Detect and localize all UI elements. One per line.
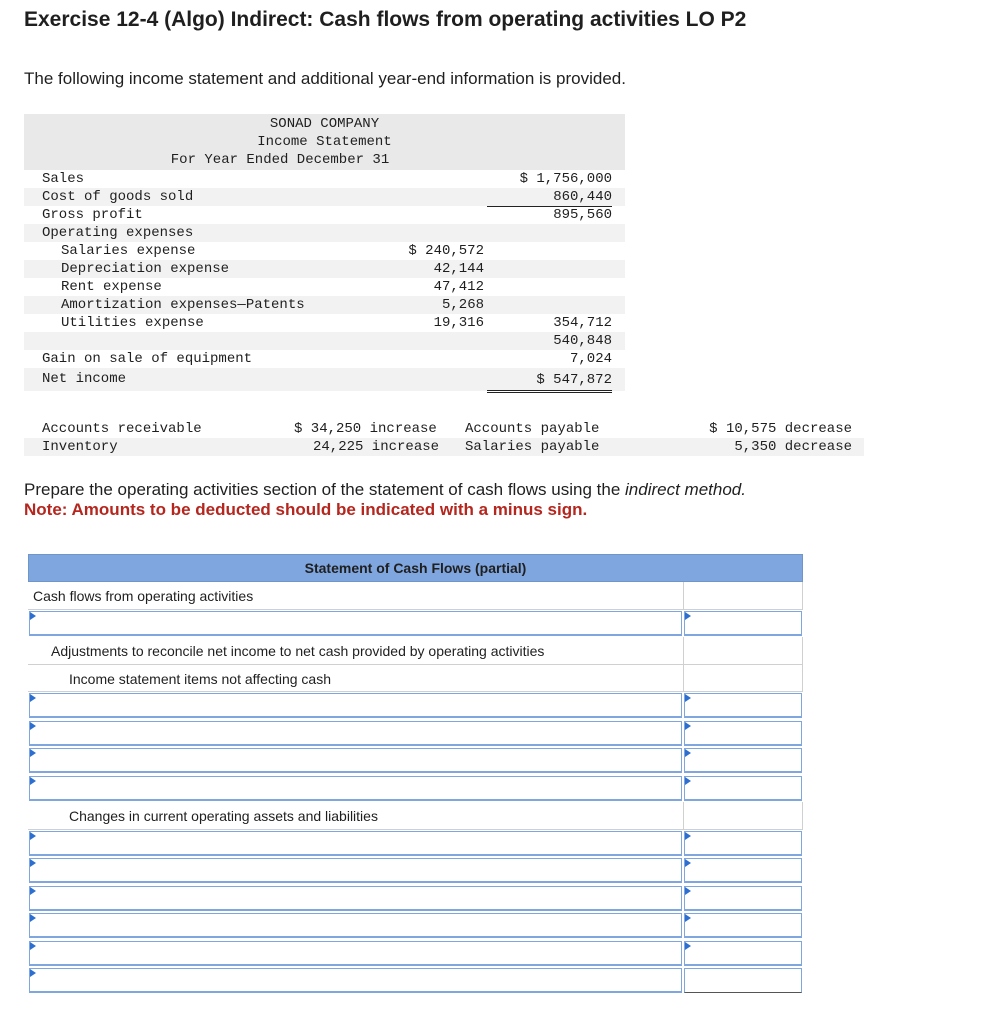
dropdown-marker-icon	[685, 887, 691, 895]
dropdown-marker-icon	[30, 859, 36, 867]
amortization-value: 5,268	[441, 297, 484, 313]
amount-input[interactable]	[684, 831, 802, 856]
dropdown-marker-icon	[685, 832, 691, 840]
net-income-value: $ 547,872	[487, 370, 612, 393]
cash-flow-statement	[28, 554, 803, 995]
input-row	[28, 775, 803, 803]
dropdown-marker-icon	[685, 777, 691, 785]
sales-value: $ 1,756,000	[519, 171, 612, 187]
input-row	[28, 857, 803, 885]
non-cash-label-row	[28, 665, 803, 693]
salaries-label: Salaries expense	[61, 243, 196, 259]
dropdown-marker-icon	[30, 942, 36, 950]
account-input[interactable]	[29, 721, 682, 746]
changes-label: Changes in current operating assets and liabilities	[69, 808, 378, 824]
gross-profit-value: 895,560	[553, 207, 612, 223]
page-title: Exercise 12-4 (Algo) Indirect: Cash flows from operating activities LO P2	[24, 8, 747, 31]
dropdown-marker-icon	[30, 612, 36, 620]
account-input[interactable]	[29, 913, 682, 938]
dropdown-marker-icon	[30, 887, 36, 895]
cfo-label-row	[28, 582, 803, 610]
dropdown-marker-icon	[685, 722, 691, 730]
amount-input[interactable]	[684, 886, 802, 911]
dropdown-marker-icon	[30, 832, 36, 840]
dropdown-marker-icon	[685, 942, 691, 950]
adjust-label-row	[28, 637, 803, 665]
total-opex-value: 354,712	[487, 314, 612, 333]
non-cash-items-label: Income statement items not affecting cash	[69, 670, 331, 687]
inventory-value: 24,225 increase	[313, 439, 440, 455]
dropdown-marker-icon	[30, 969, 36, 977]
ap-value: $ 10,575 decrease	[709, 421, 852, 437]
cogs-value: 860,440	[487, 188, 612, 207]
amount-input[interactable]	[684, 748, 802, 773]
changes-label-row	[28, 802, 803, 830]
account-input[interactable]	[29, 611, 682, 636]
adjustments-label: Adjustments to reconcile net income to net cash provided by operating activities	[51, 643, 545, 659]
input-row	[28, 720, 803, 748]
prompt-text: Prepare the operating activities section of the statement of cash flows using the	[24, 480, 621, 499]
account-input[interactable]	[29, 941, 682, 966]
ar-value: $ 34,250 increase	[294, 421, 437, 437]
cfo-label: Cash flows from operating activities	[33, 588, 254, 604]
amount-input[interactable]	[684, 611, 802, 636]
rent-label: Rent expense	[61, 279, 162, 295]
dropdown-marker-icon	[30, 749, 36, 757]
utilities-value: 19,316	[374, 314, 484, 333]
input-row	[28, 885, 803, 913]
statement-name: Income Statement	[257, 134, 392, 150]
input-row	[28, 610, 803, 638]
salaries-value: $ 240,572	[408, 243, 484, 259]
amount-input[interactable]	[684, 913, 802, 938]
dropdown-marker-icon	[685, 694, 691, 702]
depreciation-value: 42,144	[433, 261, 484, 277]
dropdown-marker-icon	[685, 612, 691, 620]
prompt-method: indirect method.	[625, 480, 746, 499]
input-row	[28, 747, 803, 775]
dropdown-marker-icon	[685, 749, 691, 757]
instructions	[24, 480, 746, 520]
additional-info	[24, 420, 864, 456]
statement-period: For Year Ended December 31	[170, 152, 390, 168]
income-statement	[24, 114, 625, 391]
gain-value: 7,024	[487, 350, 612, 369]
account-input[interactable]	[29, 886, 682, 911]
statement-header	[24, 114, 625, 170]
utilities-label: Utilities expense	[61, 315, 204, 331]
ap-label: Accounts payable	[465, 421, 600, 437]
sp-label: Salaries payable	[465, 439, 600, 455]
subtotal-value: 540,848	[553, 333, 612, 349]
intro-text: The following income statement and additional year-end information is provided.	[24, 69, 626, 88]
gross-profit-label: Gross profit	[42, 207, 143, 223]
dropdown-marker-icon	[30, 722, 36, 730]
ar-label: Accounts receivable	[42, 421, 202, 437]
inventory-label: Inventory	[42, 439, 118, 455]
amount-input[interactable]	[684, 776, 802, 801]
cash-flow-title: Statement of Cash Flows (partial)	[28, 554, 803, 582]
dropdown-marker-icon	[685, 859, 691, 867]
input-row	[28, 692, 803, 720]
amortization-label: Amortization expenses—Patents	[61, 297, 305, 313]
dropdown-marker-icon	[30, 914, 36, 922]
company-name: SONAD COMPANY	[269, 116, 380, 132]
cogs-label: Cost of goods sold	[42, 189, 194, 205]
account-input[interactable]	[29, 776, 682, 801]
prompt-note: Note: Amounts to be deducted should be indicated with a minus sign.	[24, 500, 588, 519]
dropdown-marker-icon	[30, 694, 36, 702]
input-row	[28, 940, 803, 968]
total-label-input[interactable]	[29, 968, 682, 993]
total-row	[28, 967, 803, 995]
amount-input[interactable]	[684, 941, 802, 966]
gain-label: Gain on sale of equipment	[42, 351, 253, 367]
depreciation-label: Depreciation expense	[61, 261, 230, 277]
opex-label: Operating expenses	[42, 225, 194, 241]
input-row	[28, 912, 803, 940]
net-income-label: Net income	[42, 371, 127, 387]
total-amount-input[interactable]	[684, 968, 802, 993]
dropdown-marker-icon	[685, 914, 691, 922]
account-input[interactable]	[29, 748, 682, 773]
amount-input[interactable]	[684, 858, 802, 883]
account-input[interactable]	[29, 858, 682, 883]
amount-input[interactable]	[684, 693, 802, 718]
amount-input[interactable]	[684, 721, 802, 746]
sp-value: 5,350 decrease	[734, 439, 852, 455]
rent-value: 47,412	[433, 279, 484, 295]
sales-label: Sales	[42, 171, 85, 187]
dropdown-marker-icon	[30, 777, 36, 785]
account-input[interactable]	[29, 831, 682, 856]
account-input[interactable]	[29, 693, 682, 718]
input-row	[28, 830, 803, 858]
